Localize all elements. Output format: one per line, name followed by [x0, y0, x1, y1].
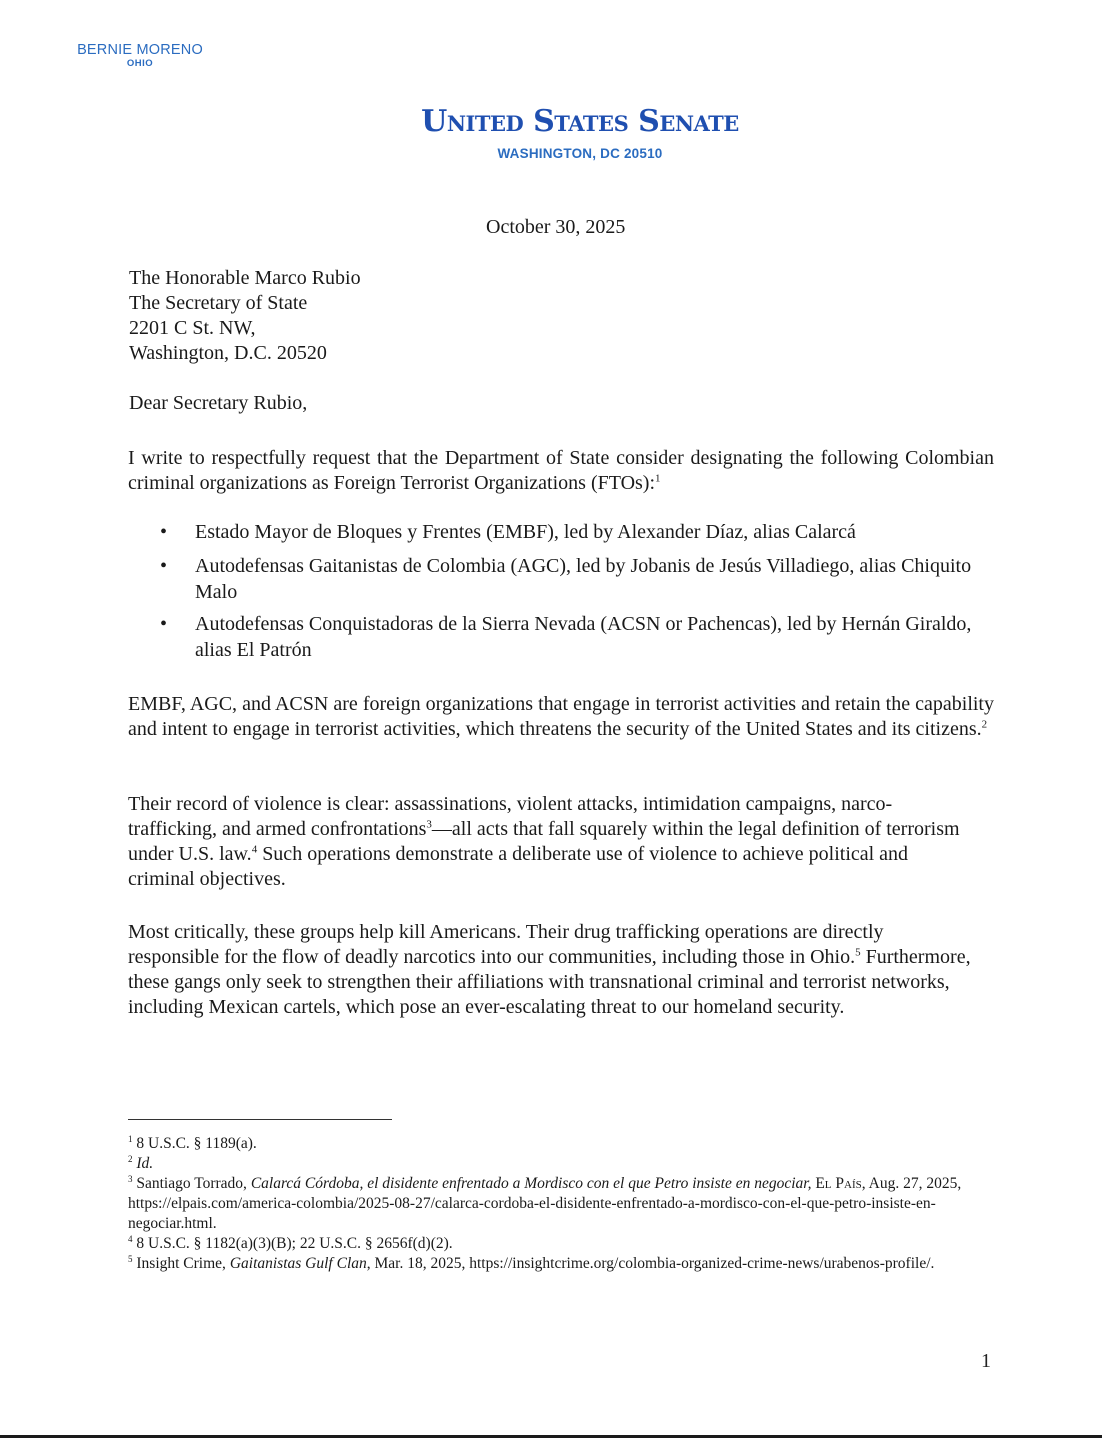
- footnote-ref[interactable]: 5: [855, 946, 861, 959]
- footnote-ref[interactable]: 4: [251, 843, 258, 856]
- letter-date: October 30, 2025: [486, 216, 626, 238]
- addressee-line: The Honorable Marco Rubio: [129, 267, 361, 289]
- paragraph-request: I write to respectfully request that the Department of State consider designating the following Colombian criminal organizations as Foreign Terrorist Organizations (FTOs):$^1$: [128, 447, 994, 494]
- bullet-icon: •: [160, 555, 168, 577]
- footnotes: [128, 1134, 978, 1274]
- senate-masthead: [380, 102, 780, 161]
- footnote-2: $^2$ Id.: [128, 1153, 154, 1172]
- senator-state: OHIO: [126, 58, 154, 69]
- footnote-link[interactable]: , Mar. 18, 2025, https://insightcrime.org/colombia-organized-crime-news/urabenos-profile/.: [366, 1255, 935, 1272]
- list-item: • Autodefensas Conquistadoras de la Sierra Nevada (ACSN or Pachencas), led by Hernán Giraldo, alias El Patrón: [160, 613, 972, 661]
- addressee-line: The Secretary of State: [129, 292, 308, 314]
- footnote-divider: [128, 1119, 392, 1120]
- paragraph-americans: Most critically, these groups help kill Americans. Their drug trafficking operations are directly responsible for the flow of deadly narcotics into our communities, including those in Ohio.$^5$ Furthermore, these gangs only seek to strengthen their affiliations with transnational criminal and terrorist networks, including Mexican cartels, which pose an ever-escalating threat to our homeland security.: [128, 921, 971, 1018]
- bullet-icon: •: [160, 521, 168, 543]
- addressee-line: 2201 C St. NW,: [129, 317, 256, 339]
- footnote-link[interactable]: , Aug. 27, 2025, https://elpais.com/america-colombia/2025-08-27/calarca-cordoba-el-disidente-enfrentado-a-mordisco-con-el-que-petro-insiste-en-negociar.html.: [128, 1175, 962, 1232]
- footnote-ref[interactable]: 2: [981, 718, 988, 731]
- paragraph-violence: Their record of violence is clear: assassinations, violent attacks, intimidation campaigns, narco-trafficking, and armed confrontations$^3$—all acts that fall squarely within the legal definition of terrorism under U.S. law.$^4$ Such operations demonstrate a deliberate use of violence to achieve political and criminal objectives.: [128, 793, 960, 890]
- senator-name: BERNIE MORENO: [77, 42, 203, 58]
- list-item: • Estado Mayor de Bloques y Frentes (EMBF), led by Alexander Díaz, alias Calarcá: [160, 521, 856, 543]
- footnote-ref[interactable]: 3: [426, 818, 432, 831]
- footnote-ref[interactable]: 1: [655, 472, 661, 485]
- list-item: • Autodefensas Gaitanistas de Colombia (AGC), led by Jobanis de Jesús Villadiego, alias Chiquito Malo: [160, 555, 972, 603]
- paragraph-threat: EMBF, AGC, and ACSN are foreign organizations that engage in terrorist activities and retain the capability and intent to engage in terrorist activities, which threatens the security of the United States and its citizens.$^2$: [128, 693, 994, 740]
- footnote-5: $^5$ Insight Crime, Gaitanistas Gulf Clan, Mar. 18, 2025, https://insightcrime.org/colombia-organized-crime-news/urabenos-profile/.: [128, 1253, 935, 1272]
- footnote-3: $^3$ Santiago Torrado, Calarcá Córdoba, el disidente enfrentado a Mordisco con el que Petro insiste en negociar, El País, Aug. 27, 2025, https://elpais.com/america-colombia/2025-08-27/calarca-cordoba-el-disidente-enfrentado-a-mordisco-con-el-que-petro-insiste-en-negociar.html.: [128, 1173, 962, 1232]
- institution-title: United States Senate: [421, 104, 739, 139]
- bullet-icon: •: [160, 613, 168, 635]
- footnote-1: $^1$ 8 U.S.C. § 1189(a).: [128, 1133, 257, 1152]
- page-number: 1: [981, 1350, 991, 1372]
- senator-letterhead: [70, 42, 210, 70]
- salutation: Dear Secretary Rubio,: [129, 392, 308, 414]
- addressee-line: Washington, D.C. 20520: [129, 342, 327, 364]
- institution-address: WASHINGTON, DC 20510: [497, 146, 663, 161]
- footnote-4: $^4$ 8 U.S.C. § 1182(a)(3)(B); 22 U.S.C. § 2656f(d)(2).: [128, 1233, 453, 1252]
- organization-list: [158, 519, 988, 671]
- addressee-block: [129, 266, 361, 366]
